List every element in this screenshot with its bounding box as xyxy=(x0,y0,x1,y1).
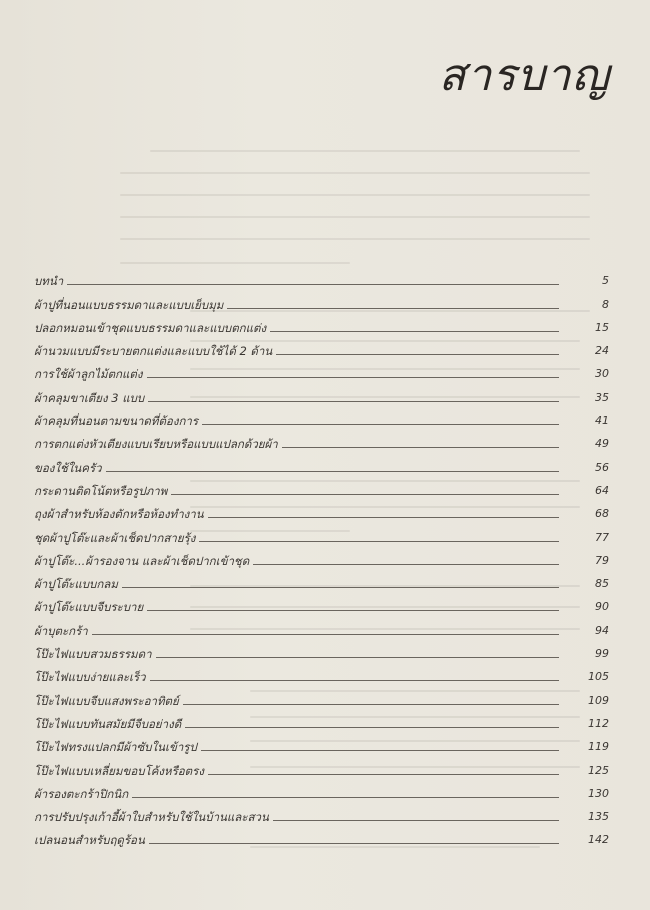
toc-entry-title: กระดานติดโน้ตหรือรูปภาพ xyxy=(34,483,168,498)
toc-entry xyxy=(34,335,609,358)
toc-entry xyxy=(34,778,609,801)
toc-leader-line xyxy=(185,727,559,728)
toc-page-number: 90 xyxy=(595,600,609,614)
toc-leader-line xyxy=(270,331,559,332)
toc-entry xyxy=(34,521,609,544)
toc-entry xyxy=(34,428,609,451)
toc-entry-title: ปลอกหมอนเข้าชุดแบบธรรมดาและแบบตกแต่ง xyxy=(34,320,267,335)
toc-leader-line xyxy=(273,820,559,821)
toc-leader-line xyxy=(202,424,559,425)
toc-entry xyxy=(34,684,609,707)
toc-entry-title: ผ้านวมแบบมีระบายตกแต่งและแบบใช้ได้ 2 ด้าน xyxy=(34,344,273,359)
toc-page-number: 77 xyxy=(595,530,609,544)
toc-entry-title: ผ้าคลุมขาเตียง 3 แบบ xyxy=(34,390,145,405)
toc-page-number: 68 xyxy=(595,507,609,521)
toc-page-number: 49 xyxy=(595,437,609,451)
toc-page-number: 5 xyxy=(602,274,609,288)
toc-entry xyxy=(34,265,609,288)
toc-leader-line xyxy=(106,471,559,472)
toc-page-number: 130 xyxy=(588,786,609,800)
page-title: สารบาญ xyxy=(438,50,610,101)
toc-entry-title: โป๊ะไฟแบบจีบแสงพระอาทิตย์ xyxy=(34,693,179,708)
toc-page-number: 112 xyxy=(588,716,609,730)
bleed-through-line xyxy=(120,216,590,218)
bleed-through-line xyxy=(120,238,590,240)
toc-entry xyxy=(34,288,609,311)
toc-page-number: 24 xyxy=(595,344,609,358)
toc-leader-line xyxy=(201,750,559,751)
toc-page-number: 85 xyxy=(595,577,609,591)
toc-leader-line xyxy=(148,401,559,402)
toc-leader-line xyxy=(171,494,559,495)
toc-page-number: 56 xyxy=(595,460,609,474)
toc-leader-line xyxy=(156,657,559,658)
toc-page-number: 142 xyxy=(588,833,609,847)
toc-entry xyxy=(34,824,609,847)
toc-entry xyxy=(34,545,609,568)
toc-entry-title: เปลนอนสำหรับฤดูร้อน xyxy=(34,833,145,848)
toc-leader-line xyxy=(122,587,559,588)
toc-entry-title: ผ้าปูโต๊ะแบบจีบระบาย xyxy=(34,600,144,615)
toc-page-number: 30 xyxy=(595,367,609,381)
toc-leader-line xyxy=(147,377,559,378)
toc-leader-line xyxy=(147,610,559,611)
toc-page-number: 64 xyxy=(595,483,609,497)
toc-entry xyxy=(34,381,609,404)
bleed-through-line xyxy=(150,150,580,152)
toc-leader-line xyxy=(67,284,559,285)
bleed-through-line xyxy=(120,262,350,264)
toc-entry-title: ถุงผ้าสำหรับห้องตักหรือห้องทำงาน xyxy=(34,507,204,522)
toc-page-number: 135 xyxy=(588,810,609,824)
toc-entry xyxy=(34,591,609,614)
toc-entry xyxy=(34,358,609,381)
toc-entry-title: การตกแต่งหัวเตียงแบบเรียบหรือแบบแปลกด้วยผ้า xyxy=(34,437,278,452)
toc-entry xyxy=(34,475,609,498)
toc-page-number: 35 xyxy=(595,390,609,404)
toc-leader-line xyxy=(253,564,559,565)
bleed-through-line xyxy=(120,194,590,196)
bleed-through-line xyxy=(120,172,590,174)
toc-entry-title: โป๊ะไฟทรงแปลกมีผ้าซับในเข้ารูป xyxy=(34,740,197,755)
toc-page-number: 105 xyxy=(588,670,609,684)
toc-entry xyxy=(34,614,609,637)
toc-entry-title: ผ้าคลุมที่นอนตามขนาดที่ต้องการ xyxy=(34,414,199,429)
toc-leader-line xyxy=(276,354,559,355)
toc-entry-title: บทนำ xyxy=(34,274,64,289)
toc-entry-title: ผ้ารองตะกร้าปิกนิก xyxy=(34,786,129,801)
toc-entry-title: ของใช้ในครัว xyxy=(34,460,102,475)
toc-entry-title: ผ้าปูที่นอนแบบธรรมดาและแบบเย็บมุม xyxy=(34,297,224,312)
toc-page-number: 41 xyxy=(595,414,609,428)
toc-page-number: 119 xyxy=(588,740,609,754)
toc-leader-line xyxy=(150,680,559,681)
toc-entry xyxy=(34,661,609,684)
toc-entry xyxy=(34,801,609,824)
toc-page-number: 15 xyxy=(595,320,609,334)
toc-leader-line xyxy=(132,797,559,798)
toc-leader-line xyxy=(208,517,559,518)
toc-entry xyxy=(34,731,609,754)
toc-leader-line xyxy=(149,843,559,844)
toc-page-number: 109 xyxy=(588,693,609,707)
toc-entry-title: ผ้าปูโต๊ะ...ผ้ารองจาน และผ้าเช็ดปากเข้าชุด xyxy=(34,553,250,568)
toc-entry-title: โป๊ะไฟแบบง่ายและเร็ว xyxy=(34,670,146,685)
toc-entry-title: ผ้าปูโต๊ะแบบกลม xyxy=(34,577,118,592)
toc-entry-title: การปรับปรุงเก้าอี้ผ้าใบสำหรับใช้ในบ้านและสวน xyxy=(34,810,269,825)
toc-entry-title: โป๊ะไฟแบบสวมธรรมดา xyxy=(34,647,152,662)
toc-page-number: 125 xyxy=(588,763,609,777)
toc-page-number: 8 xyxy=(602,297,609,311)
toc-leader-line xyxy=(208,774,559,775)
toc-entry xyxy=(34,638,609,661)
toc-entry xyxy=(34,754,609,777)
toc-leader-line xyxy=(199,541,559,542)
toc-entry xyxy=(34,568,609,591)
toc-page-number: 79 xyxy=(595,553,609,567)
table-of-contents xyxy=(34,265,609,847)
toc-entry xyxy=(34,498,609,521)
toc-entry xyxy=(34,708,609,731)
toc-entry-title: ผ้าบุตะกร้า xyxy=(34,623,88,638)
toc-entry xyxy=(34,405,609,428)
toc-page-number: 94 xyxy=(595,623,609,637)
toc-entry-title: โป๊ะไฟแบบเหลี่ยมขอบโค้งหรือตรง xyxy=(34,763,204,778)
toc-entry-title: โป๊ะไฟแบบทันสมัยมีจีบอย่างดี xyxy=(34,716,182,731)
toc-leader-line xyxy=(282,447,559,448)
toc-entry xyxy=(34,451,609,474)
toc-entry-title: การใช้ผ้าลูกไม้ตกแต่ง xyxy=(34,367,143,382)
toc-leader-line xyxy=(227,308,559,309)
toc-leader-line xyxy=(92,634,559,635)
toc-entry xyxy=(34,312,609,335)
toc-entry-title: ชุดผ้าปูโต๊ะและผ้าเช็ดปากสายรุ้ง xyxy=(34,530,196,545)
toc-leader-line xyxy=(183,704,559,705)
toc-page-number: 99 xyxy=(595,647,609,661)
